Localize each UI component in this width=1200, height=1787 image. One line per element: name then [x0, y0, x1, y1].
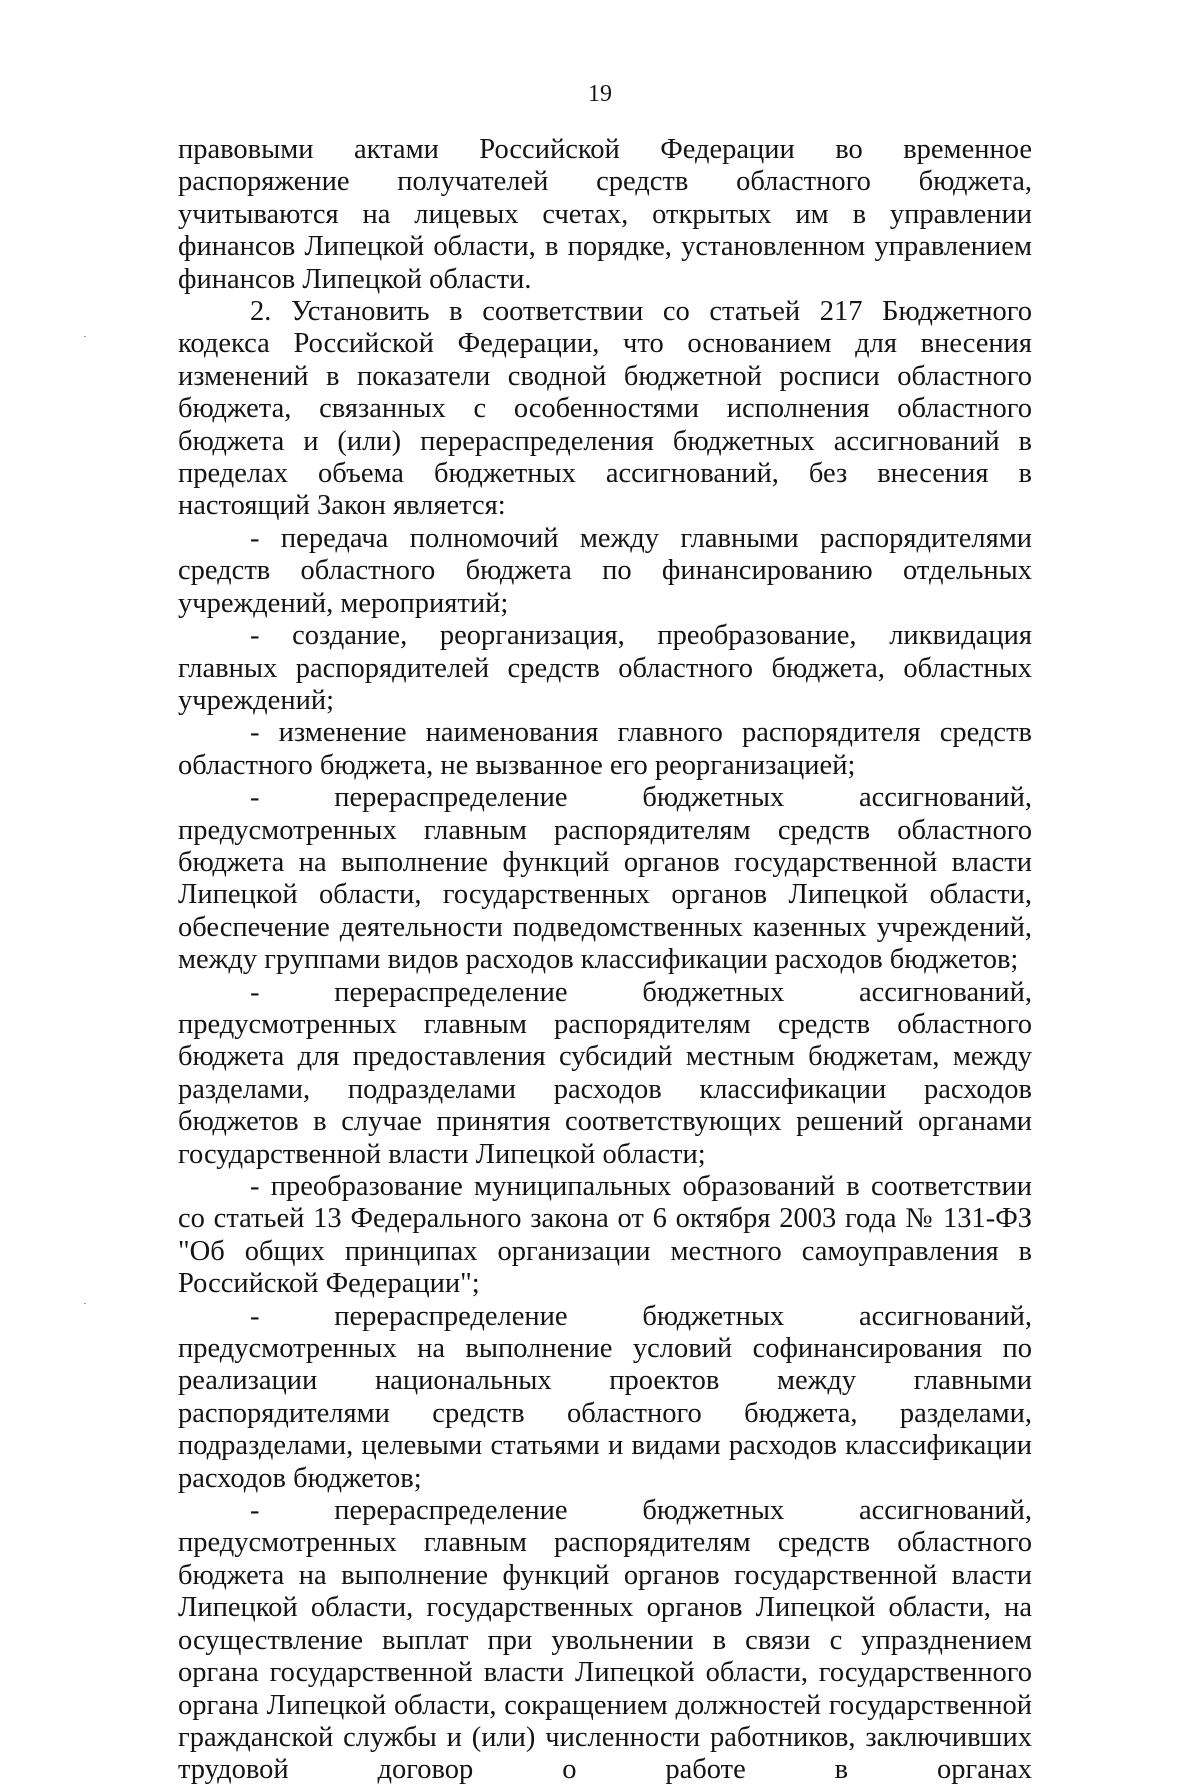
paragraph-continuation: правовыми актами Российской Федерации во временное распоряжение получателей средств областного бюджета, учитываются на лицевых счетах, открытых им в управлении финансов Липецкой области, в порядке, установленном управлением финансов Липецкой области.	[178, 134, 1032, 295]
scan-artifact	[84, 336, 86, 337]
list-item-redistribution-functions: - перераспределение бюджетных ассигнований, предусмотренных главным распорядителям средств областного бюджета на выполнение функций органов государственной власти Липецкой области, государственных органов Липецкой области, обеспечение деятельности подведомственных казенных учреждений, между группами видов расходов классификации расходов бюджетов;	[178, 782, 1032, 976]
list-item-redistribution-subsidies: - перераспределение бюджетных ассигнований, предусмотренных главным распорядителям средств областного бюджета для предоставления субсидий местным бюджетам, между разделами, подразделами расходов классификации расходов бюджетов в случае принятия соответствующих решений органами государственной власти Липецкой области;	[178, 976, 1032, 1170]
scan-artifact	[84, 1303, 86, 1304]
list-item-national-projects: - перераспределение бюджетных ассигнований, предусмотренных на выполнение условий софинансирования по реализации национальных проектов между главными распорядителями средств областного бюджета, разделами, подразделами, целевыми статьями и видами расходов классификации расходов бюджетов;	[178, 1300, 1032, 1494]
list-item-rename: - изменение наименования главного распорядителя средств областного бюджета, не вызванное его реорганизацией;	[178, 717, 1032, 781]
paragraph-article-217: 2. Установить в соответствии со статьей 217 Бюджетного кодекса Российской Федерации, что основанием для внесения изменений в показатели сводной бюджетной росписи областного бюджета, связанных с особенностями исполнения областного бюджета и (или) перераспределения бюджетных ассигнований в пределах объема бюджетных ассигнований, без внесения в настоящий Закон является:	[178, 296, 1032, 522]
list-item-dismissal-payments: - перераспределение бюджетных ассигнований, предусмотренных главным распорядителям средств областного бюджета на выполнение функций органов государственной власти Липецкой области, государственных органов Липецкой области, на осуществление выплат при увольнении в связи с упразднением органа государственной власти Липецкой области, государственного органа Липецкой области, сокращением должностей государственной гражданской службы и (или) численности работников, заключивших трудовой договор о работе в органах	[178, 1495, 1032, 1786]
list-item-municipal-transformation: - преобразование муниципальных образований в соответствии со статьей 13 Федерального закона от 6 октября 2003 года № 131-ФЗ "Об общих принципах организации местного самоуправления в Российской Федерации";	[178, 1171, 1032, 1300]
document-body	[178, 134, 1032, 1787]
list-item-reorganization: - создание, реорганизация, преобразование, ликвидация главных распорядителей средств областного бюджета, областных учреждений;	[178, 620, 1032, 716]
list-item-transfer-powers: - передача полномочий между главными распорядителями средств областного бюджета по финансированию отдельных учреждений, мероприятий;	[178, 522, 1032, 619]
page-number: 19	[588, 81, 612, 107]
